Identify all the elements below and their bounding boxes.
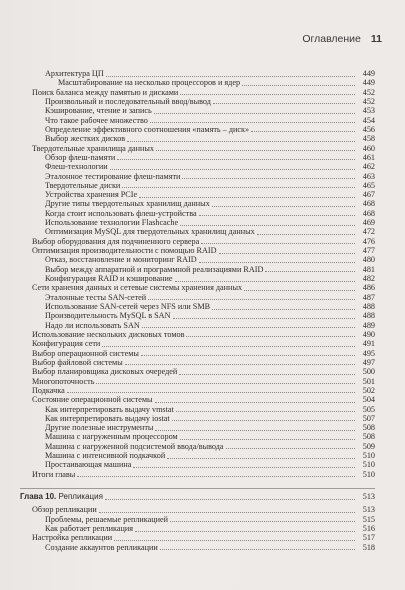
toc-entry-page: 486 [362, 283, 375, 293]
toc-entry-title: Эталонное тестирование флеш-памяти [45, 171, 181, 181]
toc-entry[interactable] [45, 265, 375, 275]
toc-entry-title: Использование SAN-сетей через NFS или SMB [45, 302, 211, 311]
toc-entry[interactable] [32, 395, 375, 405]
toc-entry-title: Использование нескольких дисковых томов [32, 329, 185, 339]
toc-entry-page: 505 [362, 404, 375, 414]
toc-entry-page: 504 [362, 395, 375, 405]
toc-entry-title: Выбор файловой системы [32, 357, 123, 367]
toc-entry-title: Машина с нагруженным процессором [45, 432, 178, 442]
toc-entry-page: 468 [362, 199, 375, 209]
toc-entry-page: 518 [362, 542, 375, 552]
dot-leader [77, 471, 355, 478]
toc-entry-page: 468 [362, 208, 375, 218]
dot-leader [213, 98, 355, 105]
toc-entry-title: Выбор планировщика дисковых очередей [32, 367, 178, 377]
dot-leader [114, 534, 355, 541]
toc-entry-title: Оптимизация производительности с помощью RAID [32, 246, 217, 256]
toc-entry[interactable] [45, 69, 375, 79]
toc-entry-title: Поиск баланса между памятью и дисками [32, 87, 179, 97]
dot-leader [265, 266, 355, 273]
dot-leader [117, 154, 355, 161]
toc-entry-title: Конфигурация сети [32, 339, 101, 349]
toc-entry-page: 456 [362, 124, 375, 134]
toc-entry-page: 502 [362, 385, 375, 395]
toc-entry[interactable] [45, 311, 375, 321]
toc-entry-page: 449 [362, 69, 375, 78]
toc-entry[interactable] [45, 209, 375, 219]
dot-leader [173, 312, 355, 319]
toc-entry[interactable] [32, 533, 375, 543]
dot-leader [106, 70, 355, 77]
dot-leader [156, 145, 355, 152]
toc-entry-page: 452 [362, 87, 375, 97]
toc-entry-title: Надо ли использовать SAN [45, 320, 140, 330]
toc-entry[interactable] [45, 405, 375, 415]
toc-entry-title: Машина с нагруженной подсистемой ввода/вывода [45, 441, 224, 451]
toc-entry-page: 490 [362, 329, 375, 339]
dot-leader [141, 350, 355, 357]
toc-entry-title: Масштабирование на несколько процессоров и ядер [58, 78, 241, 88]
toc-entry-page: 476 [362, 236, 375, 246]
dot-leader [139, 191, 355, 198]
dot-leader [212, 200, 355, 207]
toc-entry-page: 516 [362, 524, 375, 534]
toc-entry-title: Как интерпретировать выдачу iostat [45, 413, 170, 423]
toc-entry-page: 465 [362, 180, 375, 190]
toc-entry-title: Эталонные тесты SAN-сетей [45, 292, 147, 302]
toc-entry[interactable] [45, 524, 375, 534]
toc-entry-title: Когда стоит использовать флеш-устройства [45, 208, 197, 218]
toc-entry[interactable] [45, 181, 375, 191]
dot-leader [180, 219, 355, 226]
chapter-number: Глава 10. [20, 492, 57, 502]
toc-entry-page: 497 [362, 357, 375, 367]
toc-entry-title: Проблемы, решаемые репликацией [45, 514, 169, 524]
toc-entry-title: Многопоточность [32, 376, 95, 386]
dot-leader [102, 340, 355, 347]
toc-entry-page: 467 [362, 190, 375, 200]
toc-entry-title: Твердотельные диски [45, 180, 121, 190]
toc-entry-page: 501 [362, 376, 375, 386]
toc-entry[interactable] [32, 88, 375, 98]
toc-entry[interactable] [45, 302, 375, 312]
chapter-divider [20, 488, 375, 489]
toc-entry-title: Оптимизация MySQL для твердотельных хранилищ данных [45, 227, 255, 237]
toc-entry-title: Выбор операционной системы [32, 348, 139, 358]
toc-entry[interactable] [45, 172, 375, 182]
dot-leader [127, 135, 355, 142]
toc-entry-page: 454 [362, 115, 375, 125]
toc-entry[interactable] [45, 414, 375, 424]
dot-leader [199, 256, 355, 263]
dot-leader [219, 247, 355, 254]
toc-entry[interactable] [45, 106, 375, 116]
dot-leader [180, 89, 355, 96]
toc-entry-title: Архитектура ЦП [45, 69, 104, 78]
toc-entry[interactable] [32, 505, 375, 515]
toc-entry[interactable] [45, 125, 375, 135]
toc-entry[interactable] [32, 330, 375, 340]
toc-entry[interactable] [45, 199, 375, 209]
toc-entry-title: Настройка репликации [32, 533, 113, 543]
toc-entry-title: Создание аккаунтов репликации [45, 542, 158, 552]
toc-entry[interactable] [32, 358, 375, 368]
toc-entry[interactable] [45, 515, 375, 525]
toc-entry-page: 487 [362, 292, 375, 302]
toc-chapter[interactable] [20, 492, 375, 502]
toc-entry-title: Отказ, восстановление и мониторинг RAID [45, 255, 197, 265]
toc-entry-page: 515 [362, 514, 375, 524]
dot-leader [212, 303, 355, 310]
toc-entry-page: 507 [362, 413, 375, 423]
toc-entry[interactable] [45, 218, 375, 228]
toc-entry-title: Твердотельные хранилища данных [32, 143, 154, 153]
dot-leader [148, 294, 355, 301]
toc-entry-title: Состояние операционной системы [32, 395, 153, 405]
toc-entry[interactable] [32, 144, 375, 154]
dot-leader [176, 406, 355, 413]
toc-entry-title: Обзор репликации [32, 505, 97, 515]
toc-entry[interactable] [45, 460, 375, 470]
toc-entry[interactable] [45, 451, 375, 461]
toc-entry-page: 513 [362, 505, 375, 515]
dot-leader [172, 415, 355, 422]
toc-entry-title: Произвольный и последовательный ввод/вывод [45, 96, 211, 106]
toc-entry[interactable] [45, 97, 375, 107]
toc-entry-title: Другие типы твердотельных хранилищ данных [45, 199, 210, 209]
toc-entry-title: Другие полезные инструменты [45, 423, 154, 433]
dot-leader [199, 210, 355, 217]
toc-entry-title: Использование технологии Flashcache [45, 218, 179, 228]
dot-leader [242, 79, 355, 86]
dot-leader [99, 506, 355, 513]
toc-entry-page: 510 [362, 451, 375, 461]
toc-entry[interactable] [45, 134, 375, 144]
toc-entry-page: 508 [362, 423, 375, 433]
toc-entry-title: Флеш-технологии [45, 162, 108, 172]
toc-entry[interactable] [32, 283, 375, 293]
dot-leader [175, 275, 355, 282]
toc-entry-page: 513 [362, 492, 375, 502]
toc-entry-title: Простаивающая машина [45, 460, 132, 470]
toc-entry-page: 488 [362, 311, 375, 321]
toc-entry[interactable] [32, 470, 375, 480]
running-header-title: Оглавление [302, 33, 361, 45]
toc-entry-page: 482 [362, 274, 375, 284]
toc-entry[interactable] [45, 190, 375, 200]
dot-leader [160, 544, 355, 551]
toc-entry[interactable] [45, 321, 375, 331]
toc-entry[interactable] [45, 432, 375, 442]
toc-entry-title: Кэширование, чтение и запись [45, 106, 152, 116]
toc-entry-page: 491 [362, 339, 375, 349]
toc-entry-title: Обзор флеш-памяти [45, 152, 116, 162]
dot-leader [133, 461, 355, 468]
toc-entry[interactable] [45, 442, 375, 452]
dot-leader [155, 396, 355, 403]
dot-leader [135, 525, 355, 532]
toc-entry-title [20, 492, 105, 502]
toc-entry[interactable] [32, 246, 375, 256]
toc-entry-page: 480 [362, 255, 375, 265]
dot-leader [110, 163, 355, 170]
dot-leader [142, 322, 355, 329]
toc-entry[interactable] [58, 78, 375, 88]
toc-entry-page: 458 [362, 134, 375, 144]
toc-entry-page: 461 [362, 152, 375, 162]
dot-leader [226, 443, 355, 450]
dot-leader [150, 117, 355, 124]
dot-leader [67, 387, 355, 394]
toc-entry[interactable] [45, 274, 375, 284]
toc-entry-page: 452 [362, 96, 375, 106]
toc-entry[interactable] [45, 227, 375, 237]
toc-entry-title: Производительность MySQL в SAN [45, 311, 171, 321]
dot-leader [244, 284, 355, 291]
toc-entry[interactable] [32, 386, 375, 396]
dot-leader [257, 228, 355, 235]
toc-entry-page: 517 [362, 533, 375, 543]
toc-entry-page: 472 [362, 227, 375, 237]
toc-entry-title: Выбор жестких дисков [45, 134, 126, 144]
toc-entry-page: 463 [362, 171, 375, 181]
dot-leader [186, 331, 355, 338]
chapter-title: Репликация [56, 492, 103, 502]
dot-leader [170, 516, 355, 523]
toc-entry-title: Что такое рабочее множество [45, 115, 148, 125]
toc-entry-page: 481 [362, 264, 375, 274]
dot-leader [122, 182, 355, 189]
dot-leader [201, 238, 355, 245]
dot-leader [154, 107, 355, 114]
toc-entry[interactable] [45, 153, 375, 163]
toc-entry-page: 453 [362, 106, 375, 116]
toc-entry-page: 488 [362, 302, 375, 311]
toc-entry-title: Конфигурация RAID и кэширование [45, 274, 173, 284]
toc-entry-page: 510 [362, 469, 375, 479]
toc-entry-title: Как интерпретировать выдачу vmstat [45, 404, 174, 414]
toc-entry-page: 469 [362, 218, 375, 228]
dot-leader [179, 368, 355, 375]
toc-entry-page: 508 [362, 432, 375, 442]
page-number: 11 [370, 33, 382, 45]
toc-entry-page: 510 [362, 460, 375, 470]
toc-entry-page: 449 [362, 78, 375, 88]
dot-leader [96, 378, 355, 385]
dot-leader [180, 433, 355, 440]
toc-entry[interactable] [45, 116, 375, 126]
toc-entry[interactable] [45, 423, 375, 433]
toc-entry-page: 495 [362, 348, 375, 358]
toc-entry[interactable] [45, 255, 375, 265]
dot-leader [182, 173, 355, 180]
toc-entry-page: 489 [362, 320, 375, 330]
toc-entry[interactable] [32, 339, 375, 349]
dot-leader [155, 424, 355, 431]
toc-entry[interactable] [45, 293, 375, 303]
dot-leader [251, 126, 355, 133]
toc-entry-page: 462 [362, 162, 375, 172]
toc-entry[interactable] [45, 543, 375, 553]
toc-entry-page: 460 [362, 143, 375, 153]
toc-entry-title: Сети хранения данных и сетевые системы хранения данных [32, 283, 243, 293]
dot-leader [105, 493, 355, 500]
toc-entry-title: Машина с интенсивной подкачкой [45, 451, 166, 461]
toc-entry-title: Выбор между аппаратной и программной реализациями RAID [45, 264, 264, 274]
toc-entry-title: Как работает репликация [45, 524, 134, 534]
toc-entry-title: Устройства хранения PCIe [45, 190, 138, 200]
running-header [302, 33, 382, 45]
dot-leader [167, 452, 355, 459]
toc-entry[interactable] [32, 367, 375, 377]
toc-entry-title: Выбор оборудования для подчиненного сервера [32, 236, 200, 246]
toc-entry[interactable] [32, 377, 375, 387]
toc-entry[interactable] [45, 162, 375, 172]
toc-entry-page: 477 [362, 246, 375, 256]
toc-entry-page: 500 [362, 367, 375, 377]
toc-entry-title: Итоги главы [32, 469, 76, 479]
toc-entry-title: Подкачка [32, 385, 65, 395]
toc-entry[interactable] [32, 349, 375, 359]
toc-entry-title: Определение эффективного соотношения «память – диск» [45, 124, 250, 134]
dot-leader [125, 359, 355, 366]
toc-entry[interactable] [32, 237, 375, 247]
toc-entry-page: 509 [362, 441, 375, 451]
